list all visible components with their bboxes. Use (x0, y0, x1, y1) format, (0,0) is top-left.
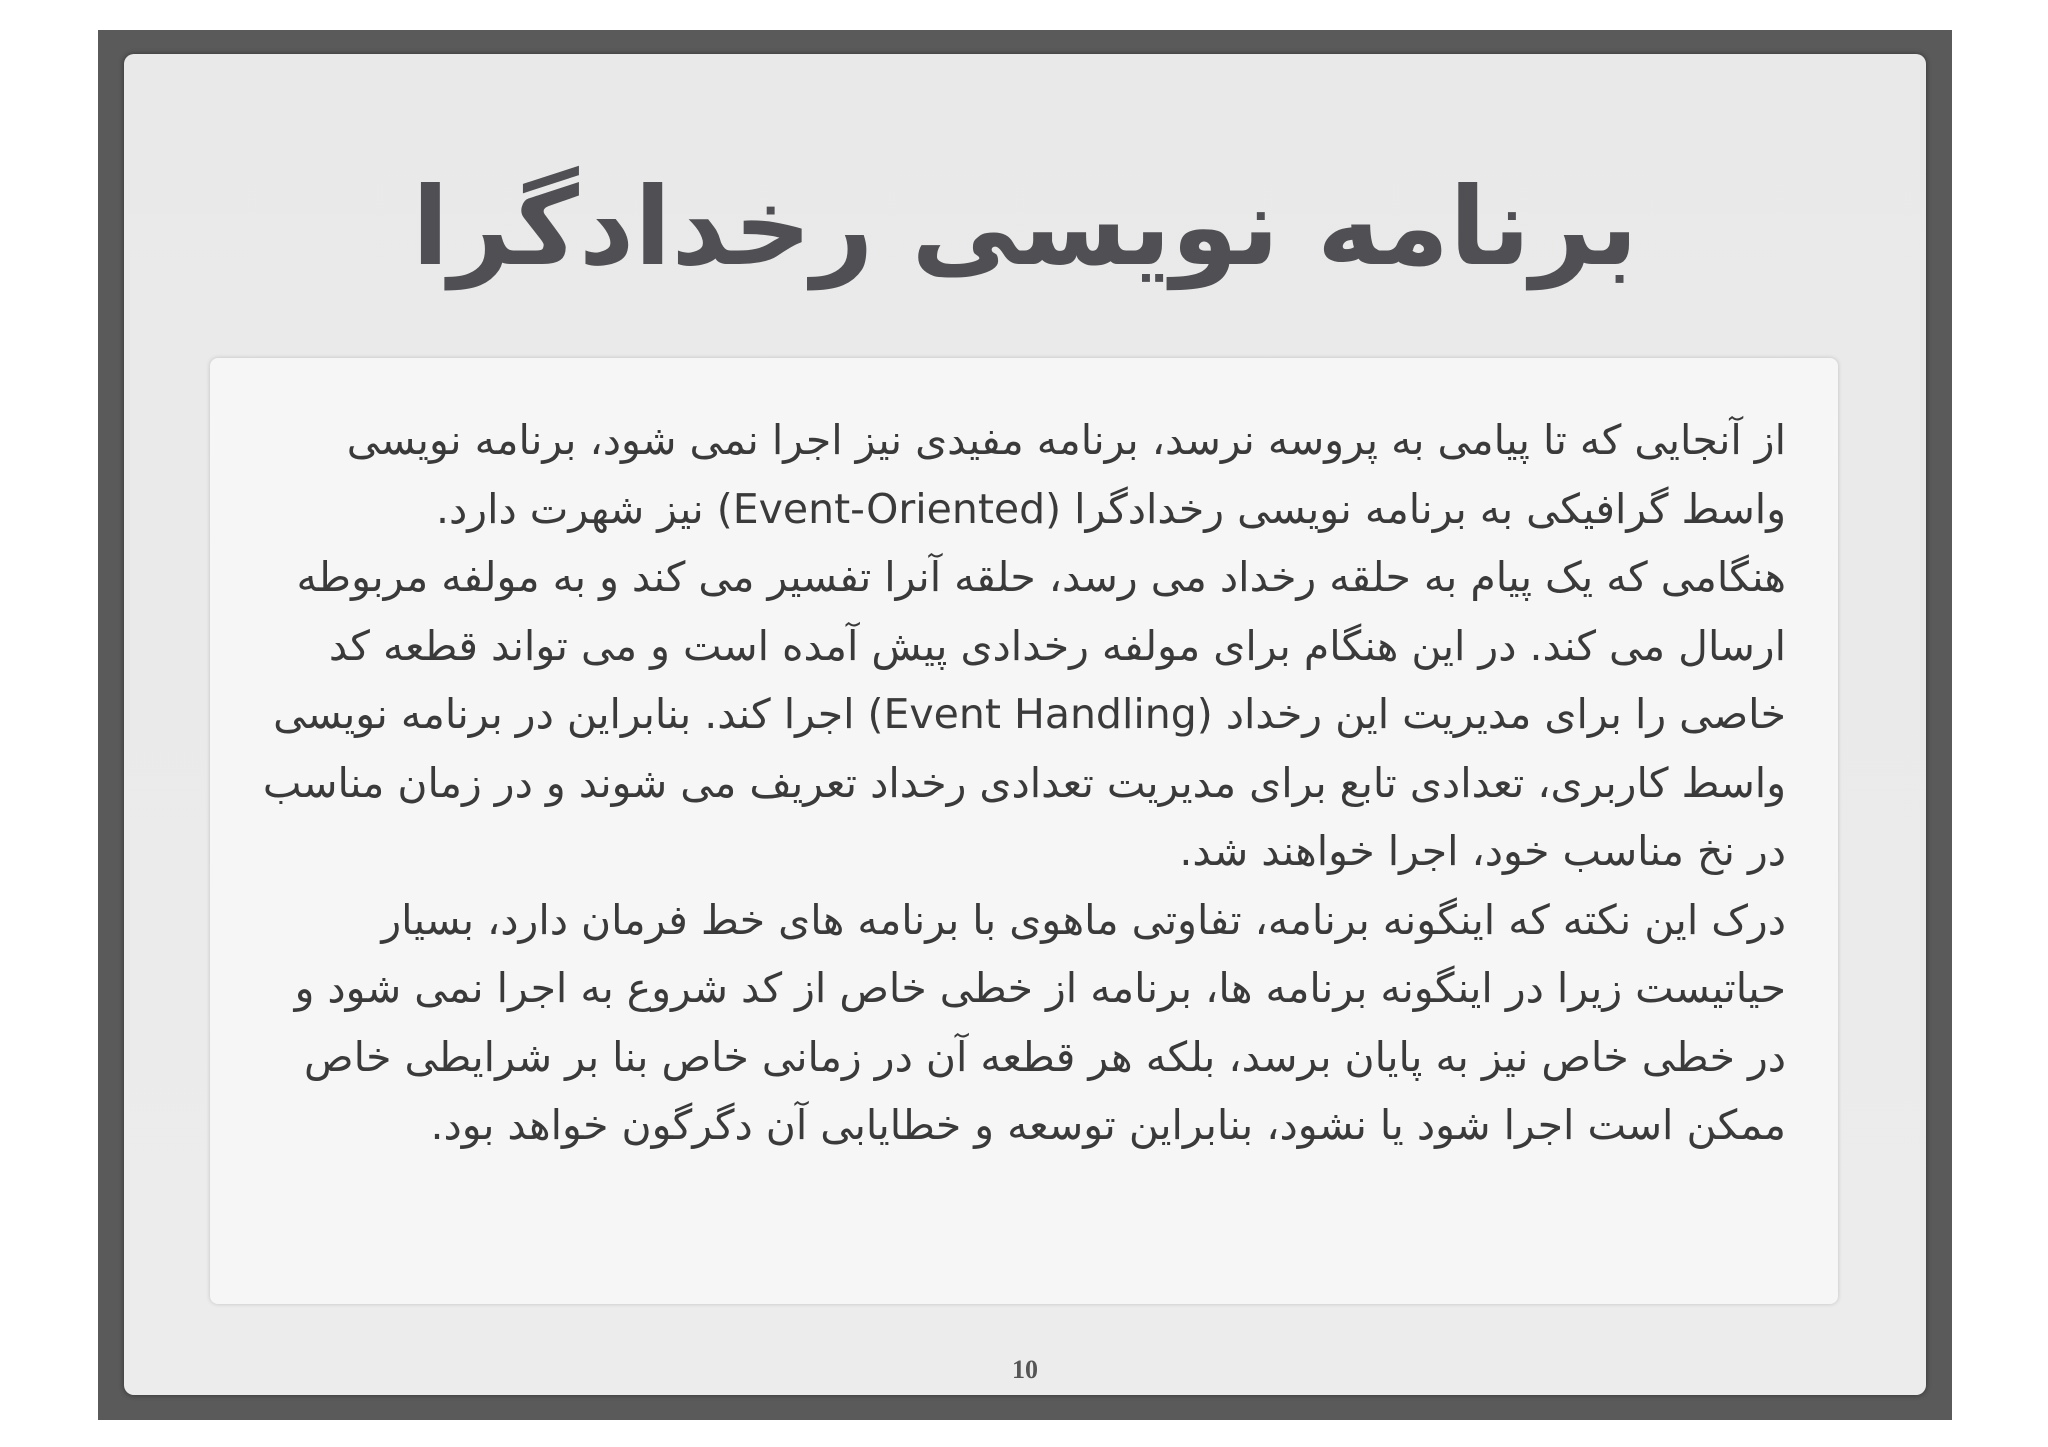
page-number: 10 (1012, 1355, 1038, 1384)
paragraph-1: از آنجایی که تا پیامی به پروسه نرسد، برنامه مفیدی نیز اجرا نمی شود، برنامه نویسی واسط گرافیکی به برنامه نویسی رخدادگرا (Event-Oriented) نیز شهرت دارد. (346, 416, 1786, 533)
paragraph-2: هنگامی که یک پیام به حلقه رخداد می رسد، حلقه آنرا تفسیر می کند و به مولفه مربوطه ارسال می کند. در این هنگام برای مولفه رخدادی پیش آمده است و می تواند قطعه کد خاصی را برای مدیریت این رخداد (Event Handling) اجرا کند. بنابراین در برنامه نویسی واسط کاربری، تعدادی تابع برای مدیریت تعدادی رخداد تعریف می شوند و در زمان مناسب در نخ مناسب خود، اجرا خواهند شد. (262, 553, 1786, 875)
slide-frame (98, 30, 1952, 1420)
slide (124, 54, 1926, 1395)
slide-title: برنامه نویسی رخدادگرا (411, 165, 1639, 290)
paragraph-3: درک این نکته که اینگونه برنامه، تفاوتی ماهوی با برنامه های خط فرمان دارد، بسیار حیاتیست زیرا در اینگونه برنامه ها، برنامه از خطی خاص از کد شروع به اجرا نمی شود و در خطی خاص نیز به پایان برسد، بلکه هر قطعه آن در زمانی خاص بنا بر شرایطی خاص ممکن است اجرا شود یا نشود، بنابراین توسعه و خطایابی آن دگرگون خواهد بود. (294, 895, 1786, 1149)
content-box (210, 358, 1838, 1304)
